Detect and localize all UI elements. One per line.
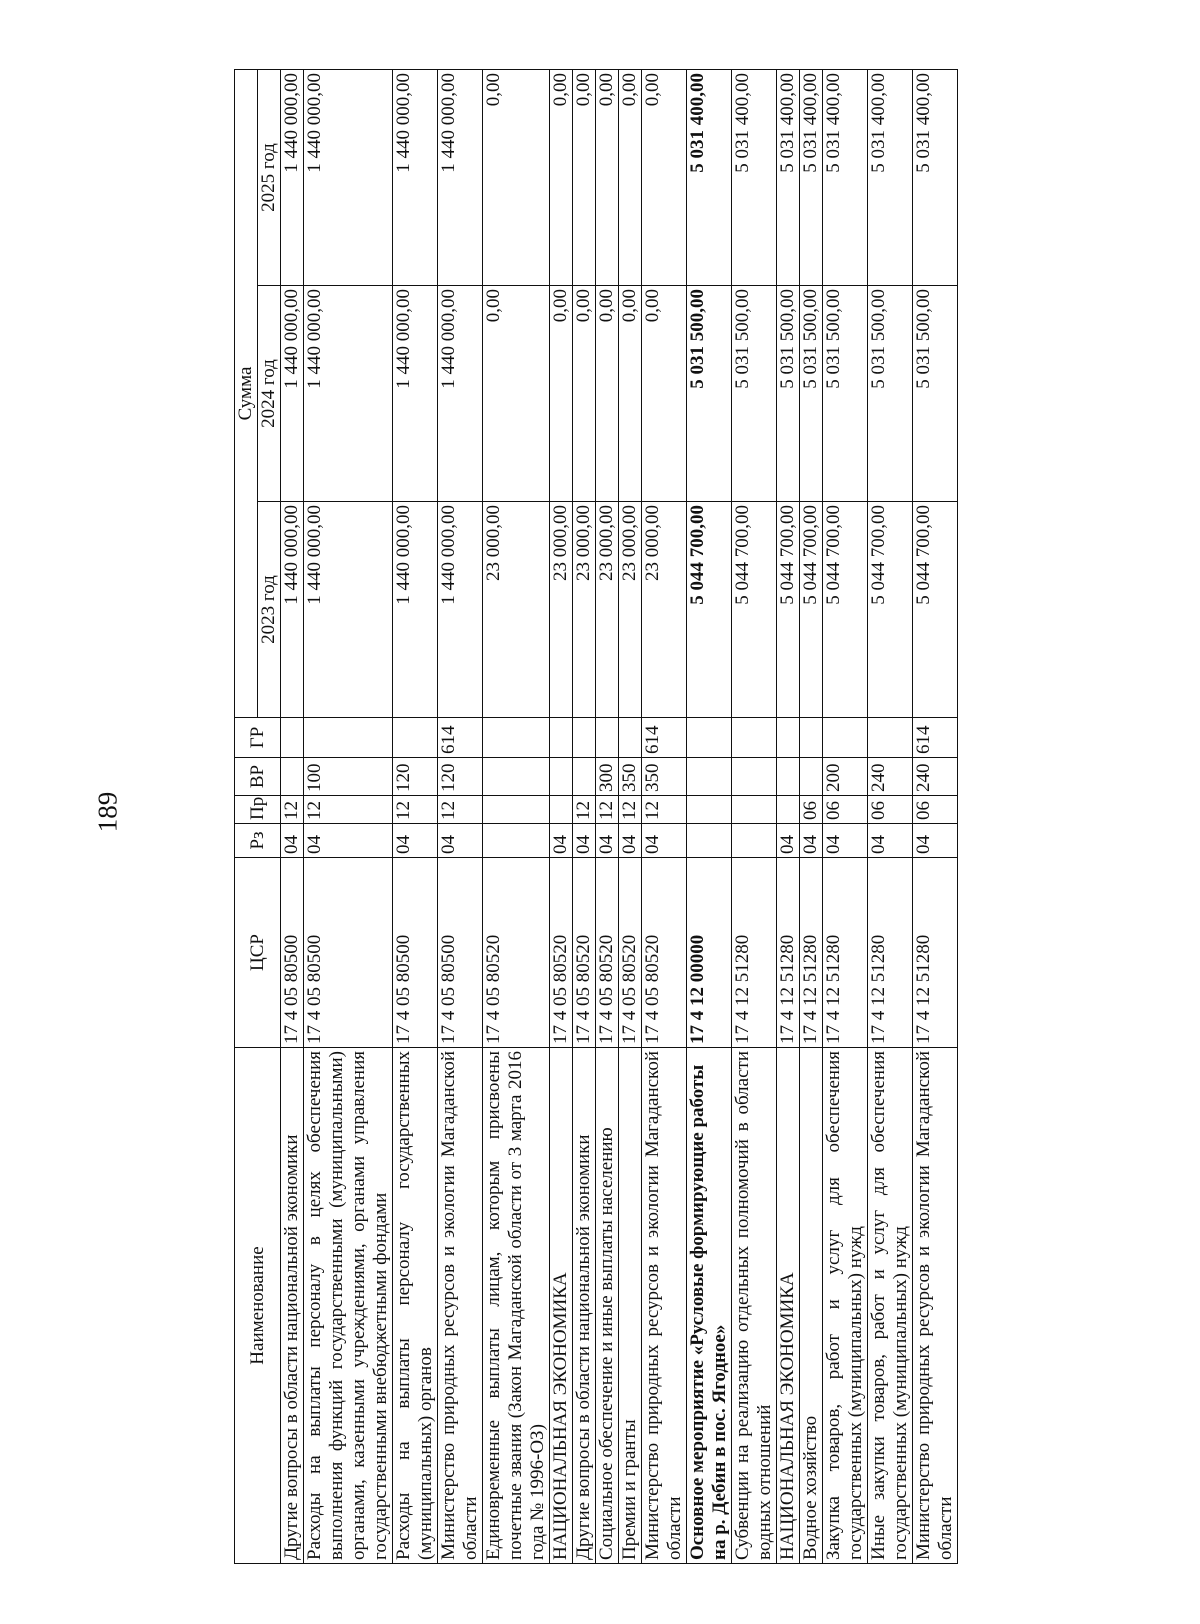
cell-csr: 17 4 12 51280 (823, 858, 868, 1048)
cell-csr: 17 4 05 80520 (642, 858, 687, 1048)
cell-gr: 614 (642, 718, 687, 758)
table-container (234, 70, 1162, 1564)
cell-rz: 04 (281, 824, 304, 858)
cell-rz: 04 (550, 824, 573, 858)
table-row (823, 69, 868, 1563)
header-vr: ВР (235, 758, 281, 796)
cell-sum-2025: 0,00 (483, 69, 550, 285)
cell-sum-2025: 5 031 400,00 (800, 69, 823, 285)
cell-sum-2023: 23 000,00 (573, 502, 596, 718)
cell-pr: 12 (596, 796, 619, 824)
cell-rz (483, 824, 550, 858)
cell-csr: 17 4 12 51280 (732, 858, 777, 1048)
cell-name: Министерство природных ресурсов и экологии Магаданской области (642, 1048, 687, 1564)
cell-sum-2024: 1 440 000,00 (281, 286, 304, 502)
cell-rz: 04 (823, 824, 868, 858)
table-row (393, 69, 438, 1563)
cell-sum-2023: 23 000,00 (619, 502, 642, 718)
cell-pr: 06 (800, 796, 823, 824)
header-rz: Рз (235, 824, 281, 858)
cell-gr (304, 718, 393, 758)
cell-csr: 17 4 12 51280 (800, 858, 823, 1048)
cell-sum-2023: 23 000,00 (642, 502, 687, 718)
cell-gr (596, 718, 619, 758)
cell-pr: 12 (642, 796, 687, 824)
cell-csr: 17 4 05 80520 (619, 858, 642, 1048)
header-year-2024: 2024 год (258, 286, 281, 502)
cell-vr (550, 758, 573, 796)
cell-vr: 200 (823, 758, 868, 796)
cell-sum-2024: 0,00 (573, 286, 596, 502)
table-row (800, 69, 823, 1563)
cell-pr (483, 796, 550, 824)
cell-csr: 17 4 05 80500 (281, 858, 304, 1048)
cell-sum-2023: 5 044 700,00 (868, 502, 913, 718)
cell-sum-2025: 1 440 000,00 (304, 69, 393, 285)
cell-rz: 04 (800, 824, 823, 858)
cell-sum-2023: 5 044 700,00 (777, 502, 800, 718)
cell-sum-2024: 5 031 500,00 (913, 286, 958, 502)
cell-vr (800, 758, 823, 796)
cell-sum-2024: 5 031 500,00 (868, 286, 913, 502)
cell-sum-2025: 0,00 (550, 69, 573, 285)
cell-pr: 06 (868, 796, 913, 824)
cell-gr (732, 718, 777, 758)
cell-rz: 04 (304, 824, 393, 858)
cell-gr: 614 (913, 718, 958, 758)
cell-name: Другие вопросы в области национальной экономики (573, 1048, 596, 1564)
cell-pr (550, 796, 573, 824)
cell-sum-2023: 1 440 000,00 (304, 502, 393, 718)
cell-pr (732, 796, 777, 824)
table-row (550, 69, 573, 1563)
cell-sum-2025: 5 031 400,00 (868, 69, 913, 285)
header-year-2023: 2023 год (258, 502, 281, 718)
cell-csr: 17 4 05 80500 (393, 858, 438, 1048)
cell-sum-2023: 1 440 000,00 (281, 502, 304, 718)
cell-pr: 12 (304, 796, 393, 824)
cell-csr: 17 4 12 51280 (777, 858, 800, 1048)
cell-name: Министерство природных ресурсов и экологии Магаданской области (438, 1048, 483, 1564)
cell-csr: 17 4 05 80500 (304, 858, 393, 1048)
table-header (235, 69, 281, 1563)
header-year-2025: 2025 год (258, 69, 281, 285)
cell-vr: 350 (619, 758, 642, 796)
cell-rz: 04 (868, 824, 913, 858)
cell-name: Водное хозяйство (800, 1048, 823, 1564)
cell-sum-2024: 5 031 500,00 (800, 286, 823, 502)
cell-pr: 06 (913, 796, 958, 824)
cell-sum-2024: 5 031 500,00 (732, 286, 777, 502)
cell-name: НАЦИОНАЛЬНАЯ ЭКОНОМИКА (777, 1048, 800, 1564)
cell-vr: 300 (596, 758, 619, 796)
cell-sum-2024: 1 440 000,00 (393, 286, 438, 502)
header-gr: ГР (235, 718, 281, 758)
cell-sum-2023: 1 440 000,00 (438, 502, 483, 718)
cell-sum-2024: 5 031 500,00 (777, 286, 800, 502)
cell-csr: 17 4 05 80520 (550, 858, 573, 1048)
cell-name: Иные закупки товаров, работ и услуг для обеспечения государственных (муниципальных) нужд (868, 1048, 913, 1564)
cell-sum-2025: 5 031 400,00 (913, 69, 958, 285)
cell-rz: 04 (777, 824, 800, 858)
cell-pr (777, 796, 800, 824)
cell-sum-2023: 23 000,00 (596, 502, 619, 718)
cell-sum-2023: 23 000,00 (550, 502, 573, 718)
cell-sum-2023: 1 440 000,00 (393, 502, 438, 718)
cell-gr (573, 718, 596, 758)
cell-gr (823, 718, 868, 758)
cell-sum-2024: 1 440 000,00 (438, 286, 483, 502)
cell-vr: 240 (868, 758, 913, 796)
table-row (687, 69, 732, 1563)
cell-csr: 17 4 05 80520 (483, 858, 550, 1048)
cell-vr (777, 758, 800, 796)
cell-sum-2024: 0,00 (642, 286, 687, 502)
cell-sum-2023: 5 044 700,00 (732, 502, 777, 718)
cell-sum-2025: 0,00 (619, 69, 642, 285)
cell-sum-2025: 5 031 400,00 (823, 69, 868, 285)
cell-sum-2024: 0,00 (596, 286, 619, 502)
table-row (281, 69, 304, 1563)
cell-pr: 06 (823, 796, 868, 824)
table-row (438, 69, 483, 1563)
cell-sum-2024: 0,00 (550, 286, 573, 502)
cell-gr (687, 718, 732, 758)
cell-csr: 17 4 05 80500 (438, 858, 483, 1048)
cell-sum-2024: 5 031 500,00 (823, 286, 868, 502)
cell-vr (281, 758, 304, 796)
cell-rz (687, 824, 732, 858)
cell-sum-2025: 1 440 000,00 (438, 69, 483, 285)
cell-name: Расходы на выплаты персоналу государственных (муниципальных) органов (393, 1048, 438, 1564)
cell-name: Министерство природных ресурсов и экологии Магаданской области (913, 1048, 958, 1564)
cell-name: Другие вопросы в области национальной экономики (281, 1048, 304, 1564)
cell-gr (619, 718, 642, 758)
cell-sum-2025: 5 031 400,00 (777, 69, 800, 285)
cell-csr: 17 4 05 80520 (573, 858, 596, 1048)
cell-sum-2025: 5 031 400,00 (732, 69, 777, 285)
table-row (777, 69, 800, 1563)
cell-pr: 12 (393, 796, 438, 824)
budget-table (234, 69, 958, 1564)
cell-sum-2023: 23 000,00 (483, 502, 550, 718)
cell-sum-2024: 0,00 (483, 286, 550, 502)
cell-sum-2025: 0,00 (596, 69, 619, 285)
cell-sum-2023: 5 044 700,00 (687, 502, 732, 718)
cell-vr: 100 (304, 758, 393, 796)
cell-gr (281, 718, 304, 758)
table-row (596, 69, 619, 1563)
header-name: Наименование (235, 1048, 281, 1564)
table-body (281, 69, 958, 1563)
cell-csr: 17 4 12 00000 (687, 858, 732, 1048)
cell-sum-2023: 5 044 700,00 (913, 502, 958, 718)
cell-rz: 04 (619, 824, 642, 858)
table-row (483, 69, 550, 1563)
cell-rz: 04 (393, 824, 438, 858)
cell-pr: 12 (619, 796, 642, 824)
table-row (304, 69, 393, 1563)
cell-pr: 12 (438, 796, 483, 824)
cell-gr (393, 718, 438, 758)
cell-pr: 12 (573, 796, 596, 824)
header-csr: ЦСР (235, 858, 281, 1048)
cell-vr: 240 (913, 758, 958, 796)
cell-gr (868, 718, 913, 758)
cell-vr: 120 (438, 758, 483, 796)
cell-rz: 04 (438, 824, 483, 858)
cell-csr: 17 4 05 80520 (596, 858, 619, 1048)
table-row (868, 69, 913, 1563)
cell-sum-2025: 5 031 400,00 (687, 69, 732, 285)
cell-sum-2025: 1 440 000,00 (281, 69, 304, 285)
cell-vr (687, 758, 732, 796)
cell-name: Основное мероприятие «Русловые формирующие работы на р. Дебин в пос. Ягодное» (687, 1048, 732, 1564)
page-number: 189 (92, 791, 123, 833)
cell-sum-2025: 0,00 (573, 69, 596, 285)
table-row (913, 69, 958, 1563)
cell-name: Социальное обеспечение и иные выплаты населению (596, 1048, 619, 1564)
cell-name: Единовременные выплаты лицам, которым присвоены почетные звания (Закон Магаданской области от 3 марта 2016 года № 1996-ОЗ) (483, 1048, 550, 1564)
cell-sum-2025: 1 440 000,00 (393, 69, 438, 285)
cell-name: Субвенции на реализацию отдельных полномочий в области водных отношений (732, 1048, 777, 1564)
cell-pr (687, 796, 732, 824)
cell-name: НАЦИОНАЛЬНАЯ ЭКОНОМИКА (550, 1048, 573, 1564)
cell-vr (573, 758, 596, 796)
cell-vr: 350 (642, 758, 687, 796)
cell-pr: 12 (281, 796, 304, 824)
cell-csr: 17 4 12 51280 (868, 858, 913, 1048)
cell-rz: 04 (596, 824, 619, 858)
cell-gr: 614 (438, 718, 483, 758)
cell-name: Премии и гранты (619, 1048, 642, 1564)
table-row (732, 69, 777, 1563)
cell-rz: 04 (573, 824, 596, 858)
table-row (619, 69, 642, 1563)
cell-sum-2024: 5 031 500,00 (687, 286, 732, 502)
table-row (642, 69, 687, 1563)
cell-rz (732, 824, 777, 858)
cell-csr: 17 4 12 51280 (913, 858, 958, 1048)
cell-gr (777, 718, 800, 758)
cell-sum-2025: 0,00 (642, 69, 687, 285)
cell-sum-2024: 0,00 (619, 286, 642, 502)
cell-vr (732, 758, 777, 796)
cell-sum-2023: 5 044 700,00 (800, 502, 823, 718)
cell-gr (550, 718, 573, 758)
cell-name: Закупка товаров, работ и услуг для обеспечения государственных (муниципальных) нужд (823, 1048, 868, 1564)
cell-rz: 04 (642, 824, 687, 858)
cell-gr (483, 718, 550, 758)
cell-vr: 120 (393, 758, 438, 796)
cell-vr (483, 758, 550, 796)
table-row (573, 69, 596, 1563)
header-sum-group: Сумма (235, 69, 258, 717)
cell-rz: 04 (913, 824, 958, 858)
cell-name: Расходы на выплаты персоналу в целях обеспечения выполнения функций государственными (муниципальными) органами, казенными учреждениями, органами управления государственными внебюджетными фондами (304, 1048, 393, 1564)
cell-sum-2024: 1 440 000,00 (304, 286, 393, 502)
cell-sum-2023: 5 044 700,00 (823, 502, 868, 718)
cell-gr (800, 718, 823, 758)
header-pr: Пр (235, 796, 281, 824)
